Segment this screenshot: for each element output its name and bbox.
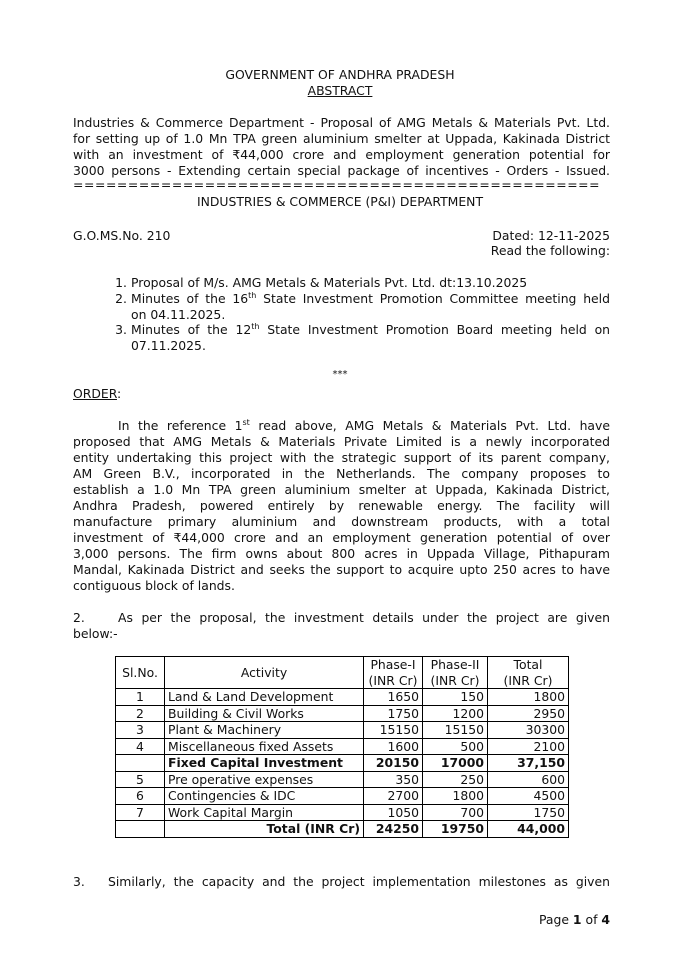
header-phase2: Phase-II (INR Cr) (423, 657, 488, 689)
paragraph-number: 2. (73, 610, 85, 625)
paragraph-line: Similarly, the capacity and the project implementation milestones as given (108, 874, 610, 889)
table-row: 2 Building & Civil Works 1750 1200 2950 (116, 705, 569, 722)
paragraph-line: Andhra Pradesh, powered entirely by renewable energy. The facility will (73, 498, 610, 513)
investment-table (115, 656, 569, 838)
reference-number: 1. (115, 275, 127, 290)
paragraph-line: below:- (73, 626, 118, 641)
paragraph-line: establish a 1.0 Mn TPA green aluminium smelter at Uppada, Kakinada District, (73, 482, 610, 497)
table-row: 1 Land & Land Development 1650 150 1800 (116, 689, 569, 706)
header-total: Total (INR Cr) (488, 657, 569, 689)
page-number: Page 1 of 4 (538, 912, 610, 927)
paragraph-line: investment of ₹44,000 crore and an employment generation potential of over (73, 530, 610, 545)
reference-number: 3. (115, 322, 127, 337)
paragraph-line: As per the proposal, the investment details under the project are given (118, 610, 610, 625)
abstract-line: 3000 persons - Extending certain special package of incentives - Orders - Issued. (73, 163, 610, 178)
department-heading: INDUSTRIES & COMMERCE (P&I) DEPARTMENT (196, 194, 484, 209)
paragraph-line: entity undertaking this project with the strategic support of its parent company, (73, 450, 610, 465)
paragraph-line: contiguous block of lands. (73, 578, 235, 593)
abstract-line: with an investment of ₹44,000 crore and employment generation potential for (73, 147, 610, 162)
table-header-row (116, 657, 569, 689)
table-row: 5 Pre operative expenses 350 250 600 (116, 771, 569, 788)
reference-text: Minutes of the 12th State Investment Promotion Board meeting held on (131, 322, 611, 337)
table-row: 7 Work Capital Margin 1050 700 1750 (116, 804, 569, 821)
paragraph-line: AM Green B.V., incorporated in the Netherlands. The company proposes to (73, 466, 610, 481)
order-heading: ORDER: (73, 386, 122, 401)
header-phase1: Phase-I (INR Cr) (364, 657, 423, 689)
abstract-line: for setting up of 1.0 Mn TPA green aluminium smelter at Uppada, Kakinada District (73, 131, 610, 146)
abstract-line: Industries & Commerce Department - Proposal of AMG Metals & Materials Pvt. Ltd. (73, 115, 610, 130)
read-following-label: Read the following: (490, 243, 610, 258)
table-subtotal-row: Fixed Capital Investment 20150 17000 37,150 (116, 755, 569, 772)
paragraph-line: proposed that AMG Metals & Materials Private Limited is a newly incorporated (73, 434, 610, 449)
table-row: 6 Contingencies & IDC 2700 1800 4500 (116, 788, 569, 805)
table-row: 3 Plant & Machinery 15150 15150 30300 (116, 722, 569, 739)
table-row: 4 Miscellaneous fixed Assets 1600 500 2100 (116, 738, 569, 755)
header-slno: Sl.No. (116, 657, 165, 689)
reference-text: Proposal of M/s. AMG Metals & Materials Pvt. Ltd. dt:13.10.2025 (131, 275, 528, 290)
government-heading: GOVERNMENT OF ANDHRA PRADESH (225, 67, 455, 82)
go-number: G.O.MS.No. 210 (73, 228, 171, 243)
paragraph-line: Mandal, Kakinada District and seeks the support to acquire upto 250 acres to have (73, 562, 610, 577)
go-date: Dated: 12-11-2025 (492, 228, 610, 243)
header-activity: Activity (165, 657, 364, 689)
section-stars: *** (332, 369, 348, 380)
reference-text: Minutes of the 16th State Investment Promotion Committee meeting held (131, 291, 610, 306)
paragraph-line: 3,000 persons. The firm owns about 800 acres in Uppada Village, Pithapuram (73, 546, 610, 561)
paragraph-number: 3. (73, 874, 85, 889)
abstract-heading: ABSTRACT (307, 83, 373, 98)
separator-line: ================================================ (73, 177, 601, 192)
table-total-row: Total (INR Cr) 24250 19750 44,000 (116, 821, 569, 838)
paragraph-line: In the reference 1st read above, AMG Metals & Materials Pvt. Ltd. have (118, 418, 610, 433)
reference-number: 2. (115, 291, 127, 306)
paragraph-line: manufacture primary aluminium and downstream products, with a total (73, 514, 610, 529)
